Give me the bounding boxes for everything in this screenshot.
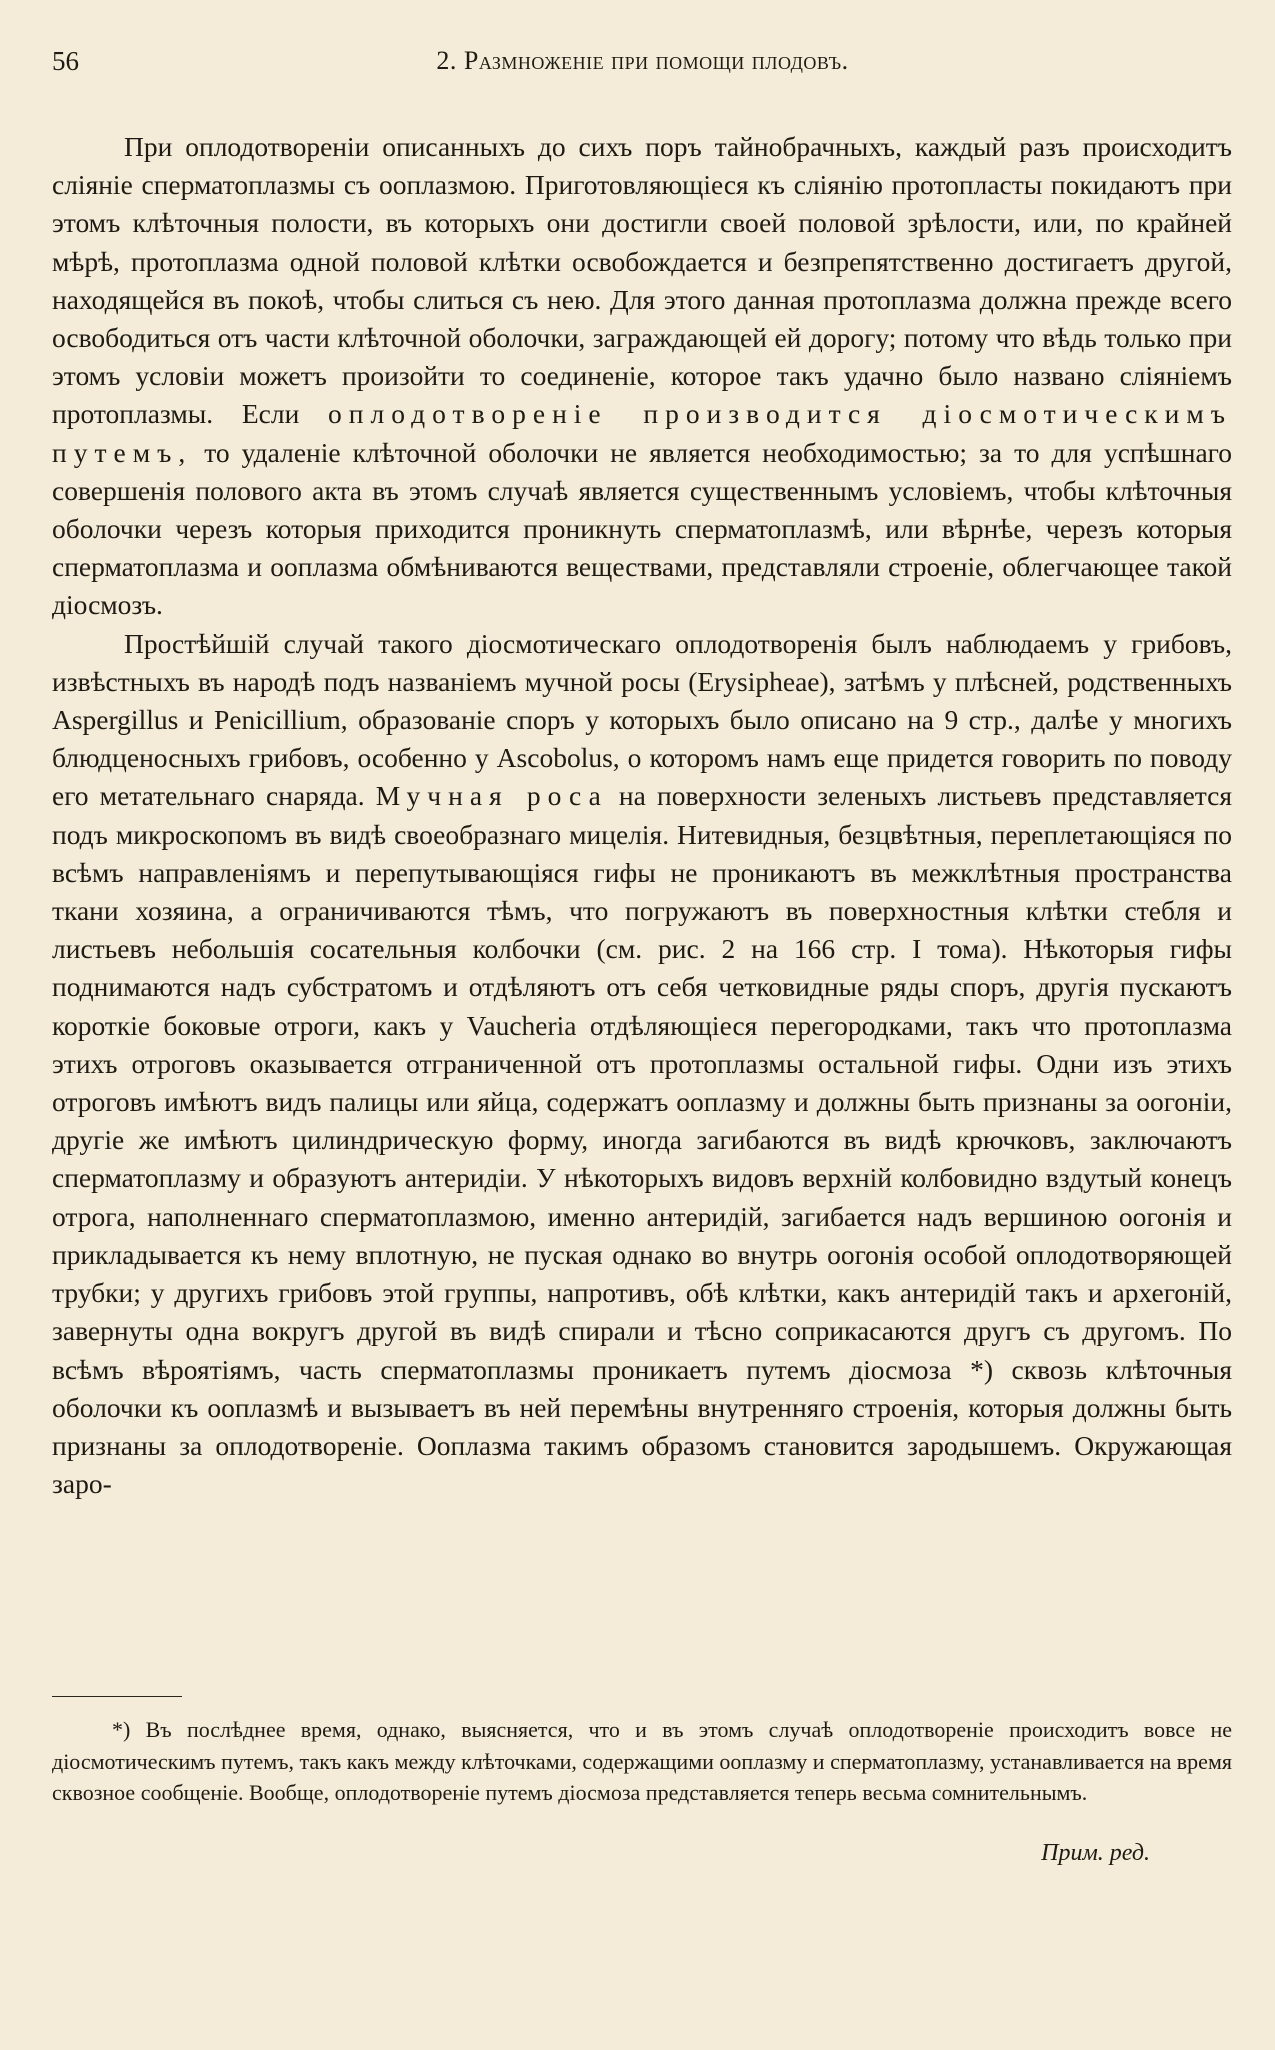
paragraph-2-text-cont: на поверхности зеленыхъ листьевъ представляется подъ микроскопомъ въ видѣ своеобразнаго мицелія. Нитевидныя, безцвѣтныя, переплетающіяся по всѣмъ направленіямъ и перепутывающіяся гифы не проникаютъ въ межклѣтныя пространства ткани хозяина, а ограничиваются тѣмъ, что погружаютъ въ поверхностныя клѣтки стебля и листьевъ небольшія сосательныя колбочки (см. рис. 2 на 166 стр. I тома). Нѣкоторыя гифы поднимаются надъ субстратомъ и отдѣляютъ отъ себя четковидные ряды споръ, другія пускаютъ короткіе боковые отроги, какъ у Vaucheria отдѣляющіеся перегородками, такъ что протоплазма этихъ отроговъ оказывается отграниченной отъ протоплазмы остальной гифы. Одни изъ этихъ отроговъ имѣютъ видъ палицы или яйца, содержатъ ооплазму и должны быть признаны за оогоніи, другіе же имѣютъ цилиндрическую форму, иногда загибаются въ видѣ крючковъ, заключаютъ сперматоплазму и образуютъ антеридіи. У нѣкоторыхъ видовъ верхній колбовидно вздутый конецъ отрога, наполненнаго сперматоплазмою, именно антеридій, загибается надъ вершиною оогонія и прикладывается къ нему вплотную, не пуская однако во внутрь оогонія особой оплодотворяющей трубки; у другихъ грибовъ этой группы, напротивъ, обѣ клѣтки, какъ антеридій такъ и архегоній, завернуты одна вокругъ другой въ видѣ спирали и тѣсно соприкасаются другъ съ другомъ. По всѣмъ вѣроятіямъ, часть сперматоплазмы проникаетъ путемъ діосмоза *) сквозь клѣточныя оболочки къ ооплазмѣ и вызываетъ въ ней перемѣны внутренняго строенія, которыя должны быть признаны за оплодотвореніе. Ооплазма такимъ образомъ становится зародышемъ. Окружающая заро-: [52, 780, 1232, 1500]
spaced-term-mildew: Мучная роса: [375, 780, 608, 812]
main-text: [52, 128, 1232, 1503]
footnote: [52, 1714, 1232, 1809]
paragraph-2-text: Простѣйшій случай такого діосмотическаго оплодотворенія былъ наблюдаемъ у грибовъ, извѣстныхъ въ народѣ подъ названіемъ мучной росы (Erysipheae), затѣмъ у плѣсней, родственныхъ Aspergillus и Penicillium, образованіе споръ у которыхъ было описано на 9 стр., далѣе у многихъ блюдценосныхъ грибовъ, особенно у Ascobolus, о которомъ намъ еще придется говорить по поводу его метательнаго снаряда.: [52, 627, 1232, 812]
footnote-text: *) Въ послѣднее время, однако, выясняется, что и въ этомъ случаѣ оплодотвореніе происходитъ вовсе не діосмотическимъ путемъ, такъ какъ между клѣточками, содержащими ооплазму и сперматоплазму, устанавливается на время сквозное сообщеніе. Вообще, оплодотвореніе путемъ діосмоза представляется теперь весьма сомнительнымъ.: [52, 1717, 1232, 1805]
paragraph-2: [52, 625, 1232, 1504]
footnote-divider: [52, 1696, 182, 1697]
paragraph-1: [52, 128, 1232, 625]
spaced-term-diosmotic: оплодотвореніе производится діосмотическимъ путемъ,: [52, 398, 1232, 468]
paragraph-1-text-cont: то удаленіе клѣточной оболочки не является необходимостью; за то для успѣшнаго совершенія полового акта въ этомъ случаѣ является существеннымъ условіемъ, чтобы клѣточныя оболочки черезъ которыя приходится проникнуть сперматоплазмѣ, или вѣрнѣе, черезъ которыя сперматоплазма и ооплазма обмѣниваются веществами, представляли строеніе, облегчающее такой діосмозъ.: [52, 436, 1232, 621]
running-head: 2. Размноженіе при помощи плодовъ.: [436, 46, 849, 75]
page-header: [52, 42, 1233, 86]
editor-note-signature: Прим. ред.: [1041, 1840, 1150, 1866]
page-number: 56: [52, 46, 79, 76]
paragraph-1-text: При оплодотвореніи описанныхъ до сихъ поръ тайнобрачныхъ, каждый разъ происходитъ сліяніе сперматоплазмы съ ооплазмою. Приготовляющіеся къ сліянію протопласты покидаютъ при этомъ клѣточныя полости, въ которыхъ они достигли своей половой зрѣлости, или, по крайней мѣрѣ, протоплазма одной половой клѣтки освобождается и безпрепятственно достигаетъ другой, находящейся въ покоѣ, чтобы слиться съ нею. Для этого данная протоплазма должна прежде всего освободиться отъ части клѣточной оболочки, заграждающей ей дорогу; потому что вѣдь только при этомъ условіи можетъ произойти то соединеніе, которое такъ удачно было названо сліяніемъ протоплазмы. Если: [52, 131, 1232, 430]
